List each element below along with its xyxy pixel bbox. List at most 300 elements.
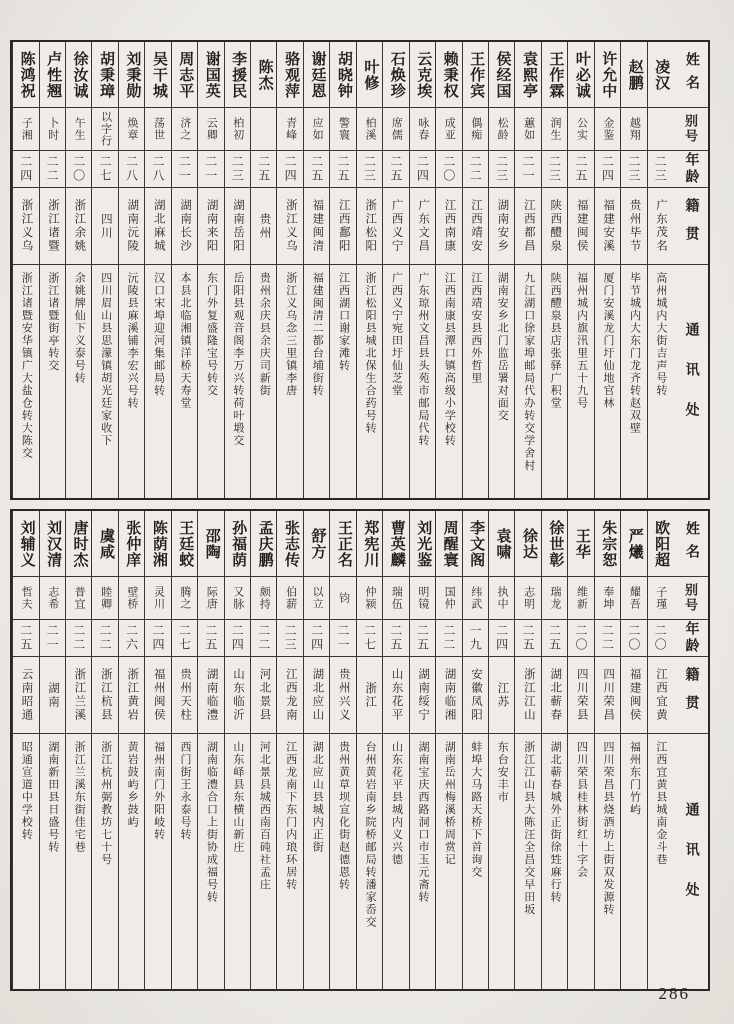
address-cell: 东门外复盛隆宝号转交 <box>205 272 218 397</box>
name-cell: 陈杰 <box>251 42 276 108</box>
name-cell: 刘秉勋 <box>119 42 144 108</box>
native-cell: 江西龙南 <box>277 657 302 734</box>
age-cell: 二〇 <box>648 620 673 657</box>
native-cell: 湖南来阳 <box>198 188 223 265</box>
person-column <box>567 42 593 498</box>
name-cell: 许允中 <box>595 42 620 108</box>
age-cell: 二一 <box>172 151 197 188</box>
native-cell: 河北景县 <box>251 657 276 734</box>
roster-table-top <box>10 40 710 500</box>
person-column <box>171 42 197 498</box>
native-cell: 贵州兴义 <box>330 657 355 734</box>
native-cell: 浙江杭县 <box>92 657 117 734</box>
native-cell: 浙江义乌 <box>13 188 38 265</box>
native-cell: 浙江 <box>357 657 382 734</box>
age-cell: 二二 <box>40 151 65 188</box>
address-cell: 湖南临澧合口上街协成福号转 <box>205 741 218 904</box>
address-cell: 湖南新田县日盛号转 <box>46 741 59 854</box>
name-cell: 孟庆鹏 <box>251 511 276 577</box>
native-cell: 江西宜黄 <box>648 657 673 734</box>
age-cell: 二〇 <box>66 151 91 188</box>
native-cell: 湖南绥宁 <box>410 657 435 734</box>
name-cell: 李援民 <box>225 42 250 108</box>
alias-cell: 偶痴 <box>463 108 488 151</box>
alias-cell: 青峰 <box>277 108 302 151</box>
name-cell: 谢廷恩 <box>304 42 329 108</box>
alias-cell: 耀吾 <box>621 577 646 620</box>
name-cell: 曹英麟 <box>383 511 408 577</box>
age-cell: 二二 <box>436 620 461 657</box>
age-cell: 二一 <box>515 151 540 188</box>
name-cell: 王华 <box>568 511 593 577</box>
alias-cell: 钧 <box>330 577 355 620</box>
person-column <box>488 42 514 498</box>
person-column <box>514 42 540 498</box>
name-cell: 张仲庠 <box>119 511 144 577</box>
native-cell: 湖南临澧 <box>198 657 223 734</box>
person-column <box>594 511 620 989</box>
age-cell: 二四 <box>489 620 514 657</box>
native-cell: 湖南岳阳 <box>225 188 250 265</box>
address-cell: 江西南康县潭口镇高级小学校转 <box>443 272 456 447</box>
address-cell: 浙江诸暨街亭转交 <box>46 272 59 372</box>
address-cell: 河北景县城西南百砘社孟庄 <box>258 741 271 891</box>
age-cell: 二三 <box>225 151 250 188</box>
person-column <box>647 42 673 498</box>
alias-cell <box>648 108 673 151</box>
address-cell: 江西靖安县西外哲里 <box>469 272 482 385</box>
address-cell: 九江湖口徐家埠邮局代办转交学舍村 <box>522 272 535 472</box>
name-cell: 王作霖 <box>542 42 567 108</box>
name-cell: 郑宪川 <box>357 511 382 577</box>
age-cell: 二五 <box>542 620 567 657</box>
person-column <box>39 42 65 498</box>
alias-cell: 志明 <box>515 577 540 620</box>
alias-cell: 执中 <box>489 577 514 620</box>
alias-cell: 荡世 <box>145 108 170 151</box>
address-cell: 沅陵县麻溪铺李宏兴号转 <box>126 272 139 410</box>
age-cell: 二四 <box>595 151 620 188</box>
alias-cell <box>251 108 276 151</box>
native-cell: 浙江松阳 <box>357 188 382 265</box>
person-column <box>303 511 329 989</box>
person-column <box>620 511 646 989</box>
native-cell: 江西鄱阳 <box>330 188 355 265</box>
header-address: 通讯处 <box>683 801 699 922</box>
native-cell: 贵州毕节 <box>621 188 646 265</box>
native-cell: 贵州天柱 <box>172 657 197 734</box>
person-column <box>12 42 38 498</box>
address-cell: 岳阳县观音阁李万兴转荷叶塅交 <box>231 272 244 447</box>
person-column <box>224 511 250 989</box>
alias-cell: 子瑾 <box>648 577 673 620</box>
name-cell: 徐达 <box>515 511 540 577</box>
page-number: 286 <box>658 984 690 1003</box>
alias-cell: 以字行 <box>92 108 117 151</box>
address-cell: 福建闽清二都台埔街转 <box>311 272 324 397</box>
alias-cell: 午生 <box>66 108 91 151</box>
name-cell: 唐时杰 <box>66 511 91 577</box>
name-cell: 周醒寰 <box>436 511 461 577</box>
alias-cell: 松龄 <box>489 108 514 151</box>
person-column <box>514 511 540 989</box>
address-cell: 浙江杭州弼教坊七十号 <box>99 741 112 866</box>
header-native: 籍贯 <box>673 657 708 734</box>
person-column <box>65 511 91 989</box>
address-cell: 山东花平县城内义兴德 <box>390 741 403 866</box>
person-column <box>171 511 197 989</box>
alias-cell: 纬武 <box>463 577 488 620</box>
name-cell: 严爔 <box>621 511 646 577</box>
name-cell: 邵陶 <box>198 511 223 577</box>
alias-cell: 席儒 <box>383 108 408 151</box>
native-cell: 江西靖安 <box>463 188 488 265</box>
address-cell: 本县北临湘镇洋桥天寿堂 <box>179 272 192 410</box>
name-cell: 石焕珍 <box>383 42 408 108</box>
native-cell: 广东茂名 <box>648 188 673 265</box>
person-column <box>250 511 276 989</box>
alias-cell: 焕章 <box>119 108 144 151</box>
native-cell: 浙江江山 <box>515 657 540 734</box>
person-column <box>382 42 408 498</box>
native-cell: 安徽凤阳 <box>463 657 488 734</box>
alias-cell: 明镜 <box>410 577 435 620</box>
alias-cell: 仲颍 <box>357 577 382 620</box>
person-column <box>435 511 461 989</box>
age-cell: 二三 <box>277 620 302 657</box>
age-cell: 二四 <box>145 620 170 657</box>
alias-cell: 颇持 <box>251 577 276 620</box>
age-cell: 二七 <box>172 620 197 657</box>
address-cell: 高州城内大街吉声号转 <box>654 272 667 397</box>
age-cell: 二六 <box>119 620 144 657</box>
header-name: 姓名 <box>673 511 708 577</box>
age-cell: 二八 <box>145 151 170 188</box>
person-column <box>541 42 567 498</box>
person-column <box>356 511 382 989</box>
age-cell: 二七 <box>92 151 117 188</box>
native-cell: 浙江黄岩 <box>119 657 144 734</box>
header-alias: 别号 <box>673 577 708 620</box>
header-column <box>673 511 708 989</box>
age-cell: 二一 <box>198 151 223 188</box>
header-age: 年龄 <box>673 620 708 657</box>
alias-cell: 奉坤 <box>595 577 620 620</box>
person-column <box>91 42 117 498</box>
person-column <box>462 42 488 498</box>
address-cell: 广西义宁宛田圩仙芝堂 <box>390 272 403 397</box>
name-cell: 李文阁 <box>463 511 488 577</box>
address-cell: 浙江义乌念三里镇李唐 <box>284 272 297 397</box>
age-cell: 二三 <box>648 151 673 188</box>
native-cell: 湖南沅陵 <box>119 188 144 265</box>
name-cell: 凌汉 <box>648 42 673 108</box>
person-column <box>250 42 276 498</box>
address-cell: 湖北蕲春城外正街徐甡麻行转 <box>549 741 562 904</box>
native-cell: 湖北麻城 <box>145 188 170 265</box>
age-cell: 二八 <box>119 151 144 188</box>
native-cell: 浙江义乌 <box>277 188 302 265</box>
native-cell: 山东花平 <box>383 657 408 734</box>
native-cell: 湖南长沙 <box>172 188 197 265</box>
native-cell: 福建闽侯 <box>568 188 593 265</box>
name-cell: 赖秉权 <box>436 42 461 108</box>
address-cell: 山东峄县东横山新庄 <box>231 741 244 854</box>
alias-cell: 越翔 <box>621 108 646 151</box>
address-cell: 福州城内旗汛里五十九号 <box>575 272 588 410</box>
name-cell: 徐世彰 <box>542 511 567 577</box>
native-cell: 江西都昌 <box>515 188 540 265</box>
age-cell: 二〇 <box>436 151 461 188</box>
name-cell: 侯经国 <box>489 42 514 108</box>
alias-cell: 哲夫 <box>13 577 38 620</box>
age-cell: 二五 <box>251 151 276 188</box>
native-cell: 云南昭通 <box>13 657 38 734</box>
alias-cell: 灵川 <box>145 577 170 620</box>
name-cell: 叶必诚 <box>568 42 593 108</box>
name-cell: 虞咸 <box>92 511 117 577</box>
header-address: 通讯处 <box>683 321 699 442</box>
alias-cell: 蕙如 <box>515 108 540 151</box>
name-cell: 吴干城 <box>145 42 170 108</box>
native-cell: 福建闽侯 <box>621 657 646 734</box>
person-column <box>144 511 170 989</box>
name-cell: 袁熙亭 <box>515 42 540 108</box>
age-cell: 二二 <box>251 620 276 657</box>
person-column <box>144 42 170 498</box>
person-column <box>329 42 355 498</box>
person-column <box>197 42 223 498</box>
address-cell: 厦门安溪龙门圩仙地官林 <box>602 272 615 410</box>
native-cell: 湖北应山 <box>304 657 329 734</box>
name-cell: 王正名 <box>330 511 355 577</box>
age-cell: 二〇 <box>621 620 646 657</box>
age-cell: 二三 <box>357 151 382 188</box>
alias-cell: 壁桥 <box>119 577 144 620</box>
person-column <box>382 511 408 989</box>
native-cell: 陕西醴泉 <box>542 188 567 265</box>
alias-cell: 济之 <box>172 108 197 151</box>
native-cell: 广东文昌 <box>410 188 435 265</box>
age-cell: 二五 <box>330 151 355 188</box>
address-cell: 毕节城内大东门龙齐转赵双壁 <box>628 272 641 435</box>
name-cell: 陈鸿祝 <box>13 42 38 108</box>
age-cell: 二二 <box>595 620 620 657</box>
name-cell: 卢性翘 <box>40 42 65 108</box>
header-age: 年龄 <box>673 151 708 188</box>
native-cell: 广西义宁 <box>383 188 408 265</box>
name-cell: 徐汝诚 <box>66 42 91 108</box>
name-cell: 舒方 <box>304 511 329 577</box>
alias-cell: 润生 <box>542 108 567 151</box>
address-cell: 浙江松阳县城北保生合药号转 <box>364 272 377 435</box>
address-cell: 福州东门竹屿 <box>628 741 641 816</box>
native-cell: 湖南安乡 <box>489 188 514 265</box>
alias-cell: 金鉴 <box>595 108 620 151</box>
alias-cell: 应如 <box>304 108 329 151</box>
address-cell: 余姚牌仙下义泰号转 <box>73 272 86 385</box>
address-cell: 贵州余庆县余庆司新街 <box>258 272 271 397</box>
name-cell: 赵鹏 <box>621 42 646 108</box>
address-cell: 湖南安乡北门监岳署对面交 <box>496 272 509 422</box>
native-cell: 浙江诸暨 <box>40 188 65 265</box>
address-cell: 浙江诸暨安华镇广大盐仓转大陈交 <box>20 272 33 460</box>
age-cell: 二四 <box>225 620 250 657</box>
directory-page <box>10 40 710 991</box>
person-column <box>409 511 435 989</box>
native-cell: 湖南临湘 <box>436 657 461 734</box>
alias-cell: 又脉 <box>225 577 250 620</box>
alias-cell: 瑞龙 <box>542 577 567 620</box>
name-cell: 刘汉清 <box>40 511 65 577</box>
alias-cell: 国仲 <box>436 577 461 620</box>
age-cell: 二五 <box>568 151 593 188</box>
native-cell: 福州闽侯 <box>145 657 170 734</box>
native-cell: 山东临沂 <box>225 657 250 734</box>
name-cell: 骆观萍 <box>277 42 302 108</box>
address-cell: 昭通宣道中学校转 <box>20 741 33 841</box>
address-cell: 四川荣昌县烧酒坊上街双发源转 <box>602 741 615 916</box>
age-cell: 二七 <box>357 620 382 657</box>
alias-cell: 普宜 <box>66 577 91 620</box>
person-column <box>91 511 117 989</box>
native-cell: 贵州 <box>251 188 276 265</box>
name-cell: 朱宗恕 <box>595 511 620 577</box>
alias-cell: 警寰 <box>330 108 355 151</box>
address-cell: 湖北应山县城内正街 <box>311 741 324 854</box>
age-cell: 二二 <box>66 620 91 657</box>
age-cell: 二四 <box>410 151 435 188</box>
name-cell: 胡晓钟 <box>330 42 355 108</box>
age-cell: 二五 <box>198 620 223 657</box>
alias-cell: 伯薪 <box>277 577 302 620</box>
address-cell: 蚌埠大马路天桥下首询交 <box>469 741 482 879</box>
header-alias: 别号 <box>673 108 708 151</box>
name-cell: 张志传 <box>277 511 302 577</box>
person-column <box>118 511 144 989</box>
person-column <box>567 511 593 989</box>
name-cell: 叶修 <box>357 42 382 108</box>
address-cell: 福州南门外阳岐转 <box>152 741 165 841</box>
name-cell: 孙福荫 <box>225 511 250 577</box>
alias-cell: 际唐 <box>198 577 223 620</box>
name-cell: 周志平 <box>172 42 197 108</box>
age-cell: 二五 <box>383 620 408 657</box>
person-column <box>620 42 646 498</box>
alias-cell: 以立 <box>304 577 329 620</box>
alias-cell: 子湘 <box>13 108 38 151</box>
address-cell: 江西宜黄县城南金斗巷 <box>654 741 667 866</box>
name-cell: 谢国英 <box>198 42 223 108</box>
person-column <box>647 511 673 989</box>
person-column <box>329 511 355 989</box>
person-column <box>435 42 461 498</box>
age-cell: 二四 <box>304 620 329 657</box>
person-column <box>276 511 302 989</box>
native-cell: 江苏 <box>489 657 514 734</box>
age-cell: 二二 <box>463 151 488 188</box>
person-column <box>39 511 65 989</box>
address-cell: 四川眉山县思濛镇胡光廷家收下 <box>99 272 112 447</box>
person-column <box>488 511 514 989</box>
alias-cell: 成亚 <box>436 108 461 151</box>
native-cell: 福建闽清 <box>304 188 329 265</box>
age-cell: 二三 <box>489 151 514 188</box>
native-cell: 浙江余姚 <box>66 188 91 265</box>
person-column <box>594 42 620 498</box>
name-cell: 王廷蛟 <box>172 511 197 577</box>
age-cell: 二五 <box>383 151 408 188</box>
name-cell: 刘光鉴 <box>410 511 435 577</box>
native-cell: 四川荣昌 <box>595 657 620 734</box>
header-column <box>673 42 708 498</box>
age-cell: 二二 <box>92 620 117 657</box>
address-cell: 江西湖口谢家滩转 <box>337 272 350 372</box>
roster-table-bottom <box>10 509 710 991</box>
alias-cell: 咏春 <box>410 108 435 151</box>
alias-cell: 睦卿 <box>92 577 117 620</box>
alias-cell: 柏初 <box>225 108 250 151</box>
native-cell: 湖北蕲春 <box>542 657 567 734</box>
name-cell: 胡秉璋 <box>92 42 117 108</box>
header-name: 姓名 <box>673 42 708 108</box>
age-cell: 二一 <box>330 620 355 657</box>
header-native: 籍贯 <box>673 188 708 265</box>
person-column <box>541 511 567 989</box>
address-cell: 贵州黄草坝宣化街赵德恩转 <box>337 741 350 891</box>
alias-cell: 柏溪 <box>357 108 382 151</box>
address-cell: 湖南宝庆西路洞口市玉元斋转 <box>416 741 429 904</box>
name-cell: 陈荫湘 <box>145 511 170 577</box>
address-cell: 东台安丰市 <box>496 741 509 804</box>
age-cell: 二〇 <box>568 620 593 657</box>
age-cell: 二三 <box>542 151 567 188</box>
person-column <box>409 42 435 498</box>
address-cell: 陕西醴泉县店张驿广积堂 <box>549 272 562 410</box>
name-cell: 袁啸 <box>489 511 514 577</box>
age-cell: 二五 <box>515 620 540 657</box>
native-cell: 福建安溪 <box>595 188 620 265</box>
address-cell: 黄岩鼓屿乡鼓屿 <box>126 741 139 829</box>
alias-cell: 瑞伍 <box>383 577 408 620</box>
native-cell: 四川荣县 <box>568 657 593 734</box>
age-cell: 一九 <box>463 620 488 657</box>
alias-cell: 云卿 <box>198 108 223 151</box>
alias-cell: 维新 <box>568 577 593 620</box>
person-column <box>197 511 223 989</box>
native-cell: 江西南康 <box>436 188 461 265</box>
alias-cell: 腾之 <box>172 577 197 620</box>
age-cell: 二四 <box>13 151 38 188</box>
person-column <box>462 511 488 989</box>
alias-cell: 公实 <box>568 108 593 151</box>
age-cell: 二三 <box>621 151 646 188</box>
person-column <box>65 42 91 498</box>
age-cell: 二五 <box>304 151 329 188</box>
native-cell: 湖南 <box>40 657 65 734</box>
address-cell: 江西龙南下东门内琅环居转 <box>284 741 297 891</box>
age-cell: 二四 <box>277 151 302 188</box>
name-cell: 王作宾 <box>463 42 488 108</box>
address-cell: 四川荣县桂林街红十字会 <box>575 741 588 879</box>
alias-cell: 志希 <box>40 577 65 620</box>
name-cell: 欧阳超 <box>648 511 673 577</box>
age-cell: 二一 <box>40 620 65 657</box>
address-cell: 湖南岳州梅溪桥周赏记 <box>443 741 456 866</box>
address-cell: 浙江江山县大陈汪全昌交早田坂 <box>522 741 535 916</box>
age-cell: 二五 <box>410 620 435 657</box>
alias-cell: 卜时 <box>40 108 65 151</box>
